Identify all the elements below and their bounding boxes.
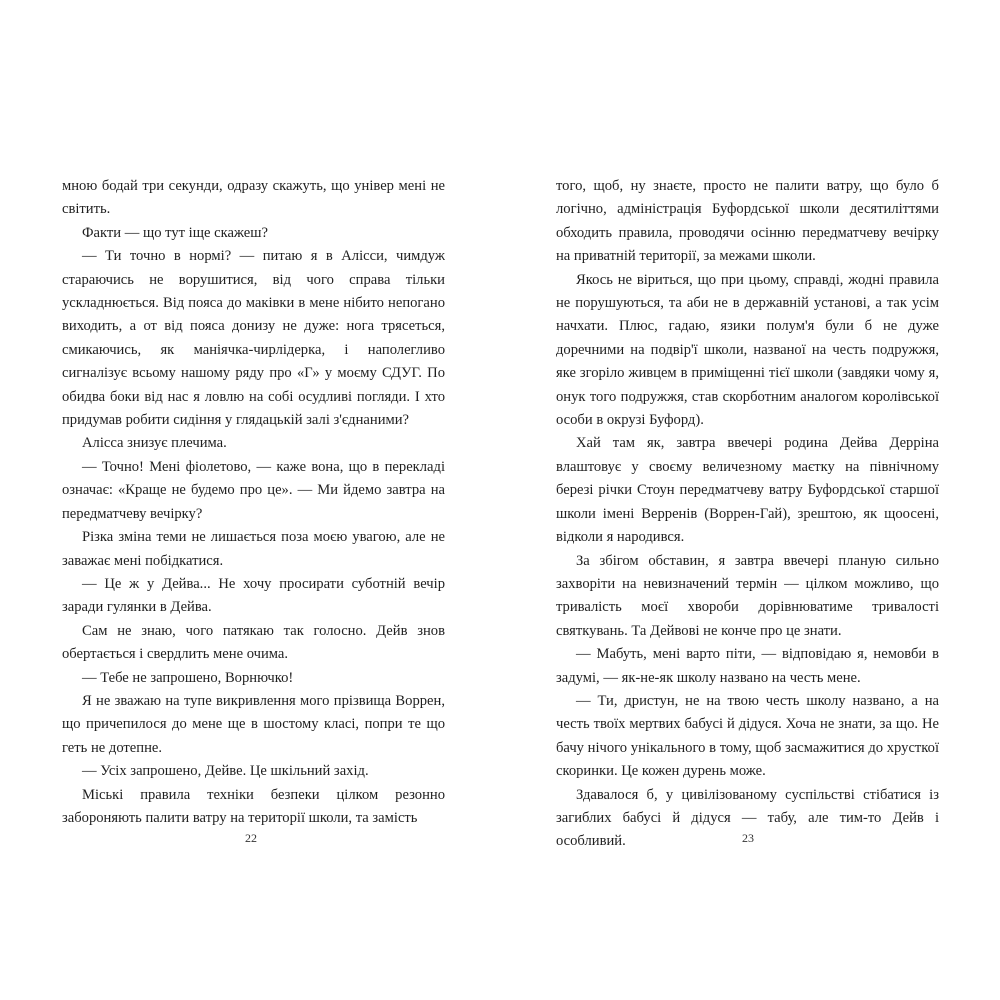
paragraph: Хай там як, завтра ввечері родина Дейва Дерріна влаштовує у своєму величезному маєтку на північному березі річки Стоун передматчеву ватру Буфордської старшої школи імені Верренів (Воррен-Гай), зрештою, як щоосені, відколи я народився. — [556, 435, 939, 546]
paragraph: — Це ж у Дейва... Не хочу просирати суботній вечір заради гулянки в Дейва. — [62, 575, 445, 616]
paragraph: Різка зміна теми не лишається поза моєю увагою, але не заважає мені побідкатися. — [62, 529, 445, 569]
page-number-right: 23 — [742, 831, 754, 845]
paragraph: Здавалося б, у цивілізованому суспільстві стібатися із загиблих бабусі й дідуся — табу, але тим-то Дейв і особливий. — [556, 786, 939, 850]
left-page-text — [62, 175, 445, 830]
paragraph: За збігом обставин, я завтра ввечері планую сильно захворіти на невизначений термін — цілком можливо, що тривалість моєї хвороби дорівнюватиме тривалості святкувань. Та Дейвові не конче про це знати. — [556, 552, 939, 639]
paragraph: Факти — що тут іще скажеш? — [82, 224, 268, 241]
paragraph: — Тебе не запрошено, Ворнючко! — [82, 669, 294, 686]
paragraph: Міські правила техніки безпеки цілком резонно забороняють палити ватру на території школи, та замість — [62, 786, 445, 826]
paragraph: — Усіх запрошено, Дейве. Це шкільний захід. — [82, 763, 369, 780]
paragraph: — Ти, дристун, не на твою честь школу названо, а на честь твоїх мертвих бабусі й дідуся. Хоча не знати, за що. Не бачу нічого унікального в тому, щоб засмажитися до хрусткої скоринки. Це кожен дурень може. — [556, 692, 939, 780]
paragraph: того, щоб, ну знаєте, просто не палити ватру, що було б логічно, адміністрація Буфордської школи десятиліттями обходить правила, проводячи осінню передматчеву вечірку на приватній території, за межами школи. — [556, 178, 939, 265]
paragraph: Я не зважаю на тупе викривлення мого прізвища Воррен, що причепилося до мене ще в шостому класі, попри те що геть не дотепне. — [62, 692, 445, 756]
page-number-left: 22 — [245, 831, 257, 845]
right-page-text — [556, 175, 939, 854]
paragraph: мною бодай три секунди, одразу скажуть, що універ мені не світить. — [62, 178, 445, 218]
paragraph: Алісса знизує плечима. — [82, 435, 227, 452]
paragraph: — Ти точно в нормі? — питаю я в Алісси, чимдуж стараючись не ворушитися, від чого справа тільки ускладнюється. Від пояса до маківки в мене нібито непогано виходить, а от від пояса донизу не дуже: нога трясеться, смикаючись, як маніячка-чирлідерка, і наполегливо сигналізує всьому нашому ряду про «Г» у моєму СДУГ. По обидва боки від нас я ловлю на собі осудливі погляди. І хто придумав робити сидіння у глядацькій залі з'єднаними? — [62, 248, 445, 429]
paragraph: Сам не знаю, чого патякаю так голосно. Дейв знов обертається і свердлить мене очима. — [62, 622, 445, 663]
paragraph: — Точно! Мені фіолетово, — каже вона, що в перекладі означає: «Краще не будемо про це». — Ми йдемо завтра на передматчеву вечірку? — [62, 458, 445, 522]
paragraph: Якось не віриться, що при цьому, справді, жодні правила не порушуються, та аби не в державній установі, а так усім начхати. Плюс, гадаю, язики полум'я були б не дуже доречними на подвір'ї школи, названої на честь подружжя, яке згоріло живцем в приміщенні тієї школи (завдяки чому я, онук того подружжя, став скорботним аналогом королівської особи в окрузі Буфорд). — [556, 271, 939, 429]
paragraph: — Мабуть, мені варто піти, — відповідаю я, немовби в задумі, — як-не-як школу названо на честь мене. — [556, 646, 939, 686]
